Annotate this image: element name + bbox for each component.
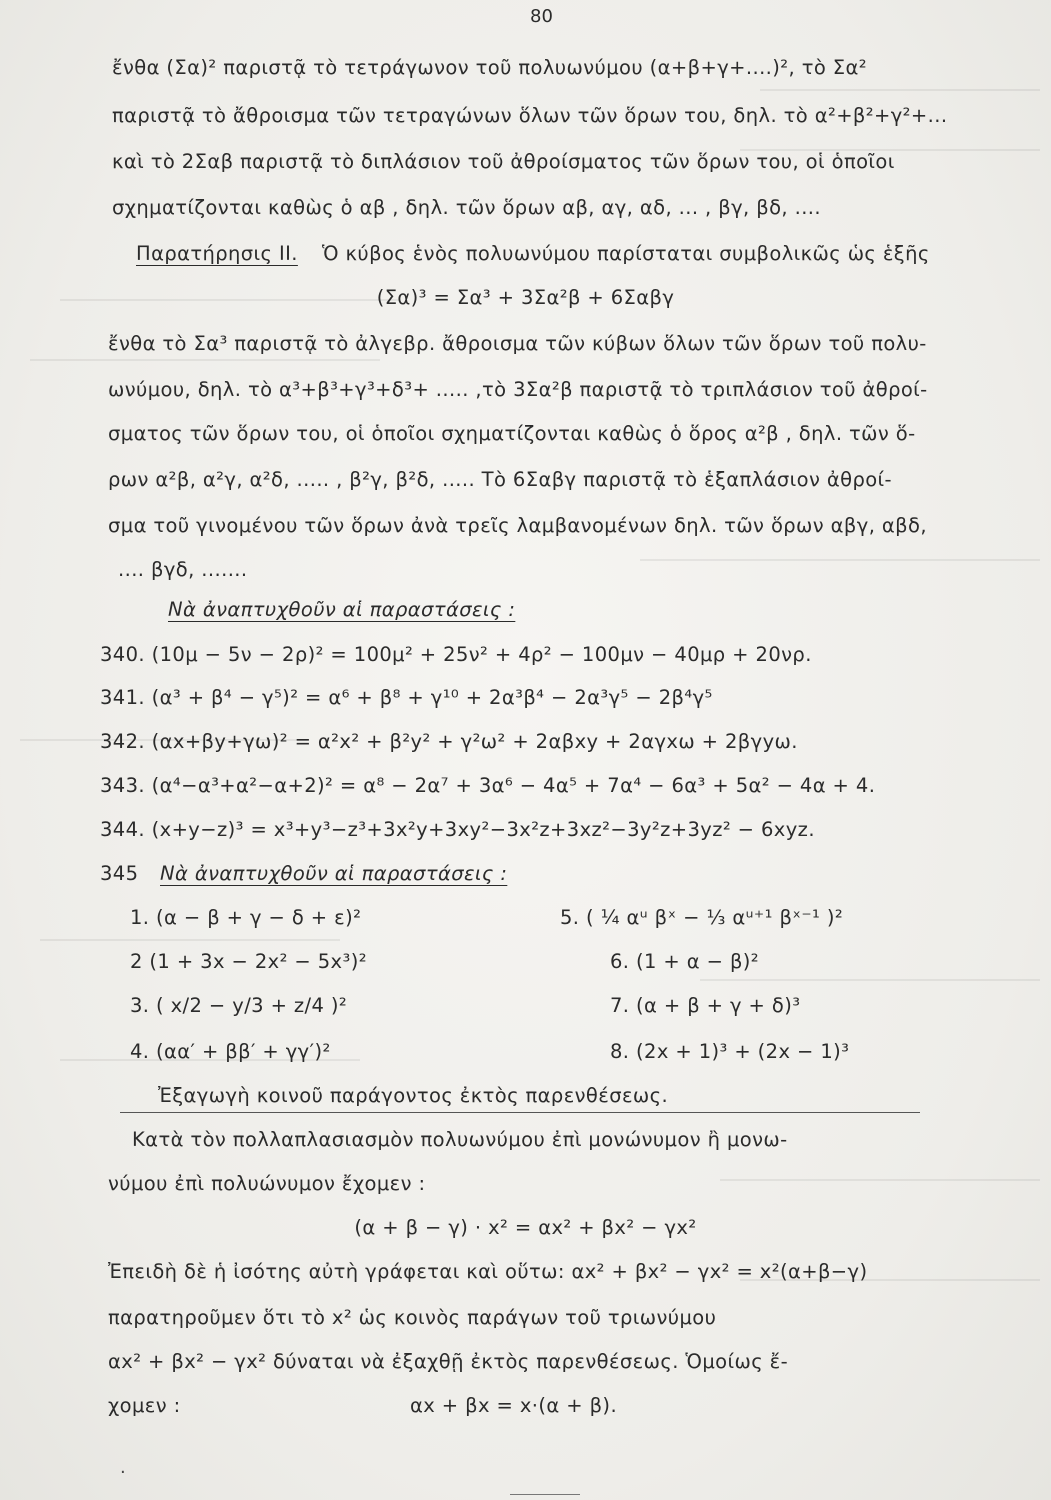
text-line-7: ἔνθα τὸ Σα³ παριστᾷ τὸ ἀλγεβρ. ἄθροισμα τῶν κύβων ὅλων τῶν ὅρων τοῦ πολυ-	[108, 332, 927, 355]
text-line-3: καὶ τὸ 2Σαβ παριστᾷ τὸ διπλάσιον τοῦ ἀθροίσματος τῶν ὅρων του, οἱ ὁποῖοι	[112, 150, 895, 173]
text-line-28: Ἐπειδὴ δὲ ἡ ἰσότης αὐτὴ γράφεται καὶ οὕτω: αx² + βx² − γx² = x²(α+β−γ)	[108, 1260, 868, 1283]
expr-7: 7. (α + β + γ + δ)³	[610, 994, 801, 1017]
text-line-26: νύμου ἐπὶ πολυώνυμον ἔχομεν :	[108, 1172, 426, 1195]
exercise-342: 342. (αx+βy+γω)² = α²x² + β²y² + γ²ω² + 2αβxy + 2αγxω + 2βγyω.	[100, 730, 798, 753]
text-line-10: ρων α²β, α²γ, α²δ, ..... , β²γ, β²δ, ..... Τὸ 6Σαβγ παριστᾷ τὸ ἑξαπλάσιον ἀθροί-	[108, 468, 892, 491]
page-number: 80	[530, 6, 553, 27]
text-line-30: αx² + βx² − γx² δύναται νὰ ἐξαχθῇ ἐκτὸς παρενθέσεως. Ὁμοίως ἔ-	[108, 1350, 789, 1373]
exercise-341: 341. (α³ + β⁴ − γ⁵)² = α⁶ + β⁸ + γ¹⁰ + 2α³β⁴ − 2α³γ⁵ − 2β⁴γ⁵	[100, 686, 713, 709]
expr-2: 2 (1 + 3x − 2x² − 5x³)²	[130, 950, 367, 973]
text-line-29: παρατηροῦμεν ὅτι τὸ x² ὡς κοινὸς παράγων τοῦ τριωνύμου	[108, 1306, 717, 1329]
expr-3: 3. ( x/2 − y/3 + z/4 )²	[130, 994, 348, 1017]
section-title: Ἐξαγωγὴ κοινοῦ παράγοντος ἐκτὸς παρενθέσεως.	[158, 1084, 669, 1107]
text-line-12: .... βγδ, .......	[118, 558, 248, 581]
exercise-heading-2: Νὰ ἀναπτυχθοῦν αἱ παραστάσεις :	[160, 862, 508, 885]
text-line-25: Κατὰ τὸν πολλαπλασιασμὸν πολυωνύμου ἐπὶ μονώνυμον ἢ μονω-	[132, 1128, 788, 1151]
expr-4: 4. (αα′ + ββ′ + γγ′)²	[130, 1040, 331, 1063]
text-line-1: ἔνθα (Σα)² παριστᾷ τὸ τετράγωνον τοῦ πολυωνύμου (α+β+γ+....)², τὸ Σα²	[112, 56, 867, 79]
expr-6: 6. (1 + α − β)²	[610, 950, 760, 973]
exercise-344: 344. (x+y−z)³ = x³+y³−z³+3x²y+3xy²−3x²z+3xz²−3y²z+3yz² − 6xyz.	[100, 818, 815, 841]
cube-formula: (Σα)³ = Σα³ + 3Σα²β + 6Σαβγ	[376, 286, 675, 309]
expr-8: 8. (2x + 1)³ + (2x − 1)³	[610, 1040, 850, 1063]
text-line-31: χομεν :	[108, 1394, 181, 1417]
bottom-mark	[510, 1494, 580, 1495]
exercise-343: 343. (α⁴−α³+α²−α+2)² = α⁸ − 2α⁷ + 3α⁶ − 4α⁵ + 7α⁴ − 6α³ + 5α² − 4α + 4.	[100, 774, 876, 797]
expr-5: 5. ( ¼ αᵘ βˣ − ⅓ αᵘ⁺¹ βˣ⁻¹ )²	[560, 906, 844, 929]
text-line-4: σχηματίζονται καθὼς ὁ αβ , δηλ. τῶν ὅρων αβ, αγ, αδ, ... , βγ, βδ, ....	[112, 196, 821, 219]
remark-heading: Παρατήρησις ΙΙ.	[136, 242, 298, 265]
factoring-formula: αx + βx = x·(α + β).	[410, 1394, 618, 1417]
exercise-heading-1: Νὰ ἀναπτυχθοῦν αἱ παραστάσεις :	[168, 598, 516, 621]
text-line-9: σματος τῶν ὅρων του, οἱ ὁποῖοι σχηματίζονται καθὼς ὁ ὅρος α²β , δηλ. τῶν ὅ-	[108, 422, 916, 445]
remark-text: Ὁ κύβος ἑνὸς πολυωνύμου παρίσταται συμβολικῶς ὡς ἑξῆς	[322, 242, 930, 265]
stray-mark: ·	[120, 1462, 126, 1483]
text-line-11: σμα τοῦ γινομένου τῶν ὅρων ἀνὰ τρεῖς λαμβανομένων δηλ. τῶν ὅρων αβγ, αβδ,	[108, 514, 927, 537]
exercise-345-number: 345	[100, 862, 139, 885]
distribution-formula: (α + β − γ) · x² = αx² + βx² − γx²	[354, 1216, 697, 1239]
text-line-8: ωνύμου, δηλ. τὸ α³+β³+γ³+δ³+ ..... ,τὸ 3Σα²β παριστᾷ τὸ τριπλάσιον τοῦ ἀθροί-	[108, 378, 928, 401]
expr-1: 1. (α − β + γ − δ + ε)²	[130, 906, 362, 929]
text-line-2: παριστᾷ τὸ ἄθροισμα τῶν τετραγώνων ὅλων τῶν ὅρων του, δηλ. τὸ α²+β²+γ²+...	[112, 104, 948, 127]
section-rule	[120, 1112, 920, 1113]
exercise-340: 340. (10μ − 5ν − 2ρ)² = 100μ² + 25ν² + 4ρ² − 100μν − 40μρ + 20νρ.	[100, 643, 812, 666]
